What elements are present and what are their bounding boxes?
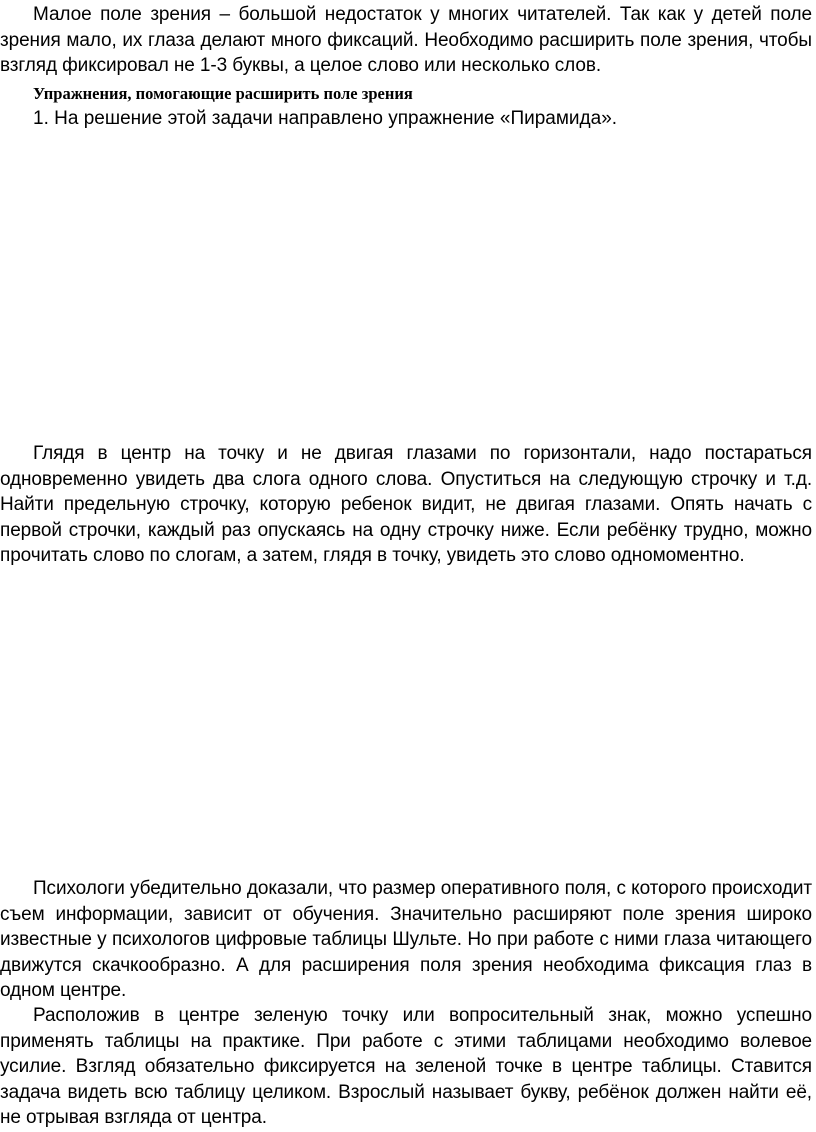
exercise-item-1: 1. На решение этой задачи направлено упражнение «Пирамида». (33, 108, 618, 129)
pyramid-instructions-paragraph: Глядя в центр на точку и не двигая глазами по горизонтали, надо постараться одновременно увидеть два слога одного слова. Опуститься на следующую строчку и т.д. Найти предельную строчку, которую ребенок видит, не двигая глазами. Опять начать с первой строчки, каждый раз опускаясь на одну строчку ниже. Если ребёнку трудно, можно прочитать слово по слогам, а затем, глядя в точку, увидеть это слово одномоментно. (0, 443, 812, 566)
section-heading: Упражнения, помогающие расширить поле зрения (33, 84, 413, 103)
psychologists-paragraph: Психологи убедительно доказали, что размер оперативного поля, с которого происходит съем информации, зависит от обучения. Значительно расширяют поле зрения широко известные у психологов цифровые таблицы Шульте. Но при работе с ними глаза читающего движутся скачкообразно. А для расширения поля зрения необходима фиксация глаз в одном центре. (0, 878, 812, 1001)
schulte-tables-paragraph: Расположив в центре зеленую точку или вопросительный знак, можно успешно применять таблицы на практике. При работе с этими таблицами необходимо волевое усилие. Взгляд обязательно фиксируется на зеленой точке в центре таблицы. Ставится задача видеть всю таблицу целиком. Взрослый называет букву, ребёнок должен найти её, не отрывая взгляда от центра. (0, 1005, 812, 1128)
intro-paragraph: Малое поле зрения – большой недостаток у многих читателей. Так как у детей поле зрения мало, их глаза делают много фиксаций. Необходимо расширить поле зрения, чтобы взгляд фиксировал не 1-3 буквы, а целое слово или несколько слов. (0, 4, 812, 76)
